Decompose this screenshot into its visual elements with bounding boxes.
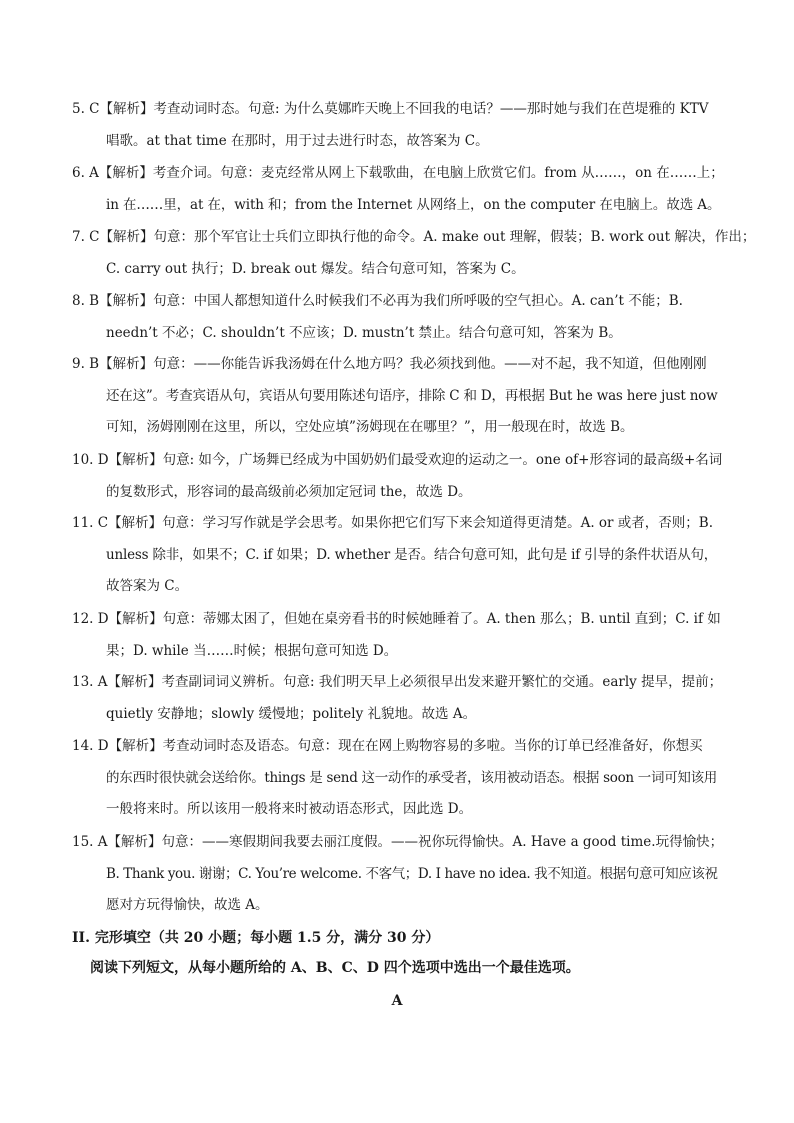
section-instruction: 阅读下列短文，从每小题所给的 A、B、C、D 四个选项中选出一个最佳选项。 <box>90 960 580 976</box>
answer-line: 10. D【解析】句意: 如今，广场舞已经成为中国奶奶们最受欢迎的运动之一。one of+形容词的最高级+名词 <box>72 452 723 468</box>
answer-14 <box>72 731 722 826</box>
answer-line: 果；D. while 当……时候；根据句意可知选 D。 <box>106 642 398 659</box>
answer-line: 13. A【解析】考查副词词义辨析。句意: 我们明天早上必须很早出发来避开繁忙的交通。early 提早，提前； <box>72 674 723 690</box>
answer-11 <box>72 508 722 603</box>
answer-line: 14. D【解析】考查动词时态及语态。句意：现在在网上购物容易的多啦。当你的订单已经准备好，你想买 <box>72 738 703 754</box>
answer-10 <box>72 445 722 508</box>
answer-line: 一般将来时。所以该用一般将来时被动语态形式，因此选 D。 <box>106 801 473 817</box>
answer-15 <box>72 827 722 922</box>
answer-7 <box>72 222 756 285</box>
answer-8 <box>72 286 722 349</box>
answer-line: in 在……里，at 在，with 和；from the Internet 从网络上，on the computer 在电脑上。故选 A。 <box>106 196 721 213</box>
answer-13 <box>72 667 722 730</box>
answer-line: 故答案为 C。 <box>106 578 189 594</box>
answer-line: 唱歌。at that time 在那时，用于过去进行时态，故答案为 C。 <box>106 132 489 149</box>
answer-line: 可知，汤姆刚刚在这里，所以，空处应填”汤姆现在在哪里？”，用一般现在时，故选 B。 <box>106 419 634 435</box>
answer-line: quietly 安静地；slowly 缓慢地；politely 礼貌地。故选 A。 <box>106 705 477 722</box>
answer-line: 5. C【解析】考查动词时态。句意: 为什么莫娜昨天晚上不回我的电话？——那时她与我们在芭堤雅的 KTV <box>72 101 709 117</box>
passage-label: A <box>391 993 403 1009</box>
answer-line: 9. B【解析】句意：——你能告诉我汤姆在什么地方吗？我必须找到他。——对不起，我不知道，但他刚刚 <box>72 356 707 372</box>
answer-9 <box>72 349 722 444</box>
answer-line: C. carry out 执行；D. break out 爆发。结合句意可知，答案为 C。 <box>106 260 525 277</box>
answer-line: 11. C【解析】句意：学习写作就是学会思考。如果你把它们写下来会知道得更清楚。A. or 或者，否则；B. <box>72 515 714 531</box>
answer-line: 还在这”。考查宾语从句，宾语从句要用陈述句语序，排除 C 和 D，再根据 But he was here just now <box>106 387 718 404</box>
answer-line: B. Thank you. 谢谢；C. You’re welcome. 不客气；D. I have no idea. 我不知道。根据句意可知应该祝 <box>106 865 718 882</box>
answer-line: 6. A【解析】考查介词。句意：麦克经常从网上下载歌曲，在电脑上欣赏它们。from 从……，on 在……上； <box>72 165 724 181</box>
answer-line: 愿对方玩得愉快，故选 A。 <box>106 897 269 913</box>
answer-line: needn’t 不必；C. shouldn’t 不应该；D. mustn’t 禁止。结合句意可知，答案为 B。 <box>106 324 622 341</box>
answer-line: 的东西时很快就会送给你。things 是 send 这一动作的承受者，该用被动语态。根据 soon 一词可知该用 <box>106 769 717 786</box>
answer-5 <box>72 94 722 157</box>
answer-12 <box>72 604 722 667</box>
answer-line: 15. A【解析】句意：——寒假期间我要去丽江度假。——祝你玩得愉快。A. Have a good time.玩得愉快； <box>72 834 724 850</box>
answer-line: unless 除非，如果不；C. if 如果；D. whether 是否。结合句意可知，此句是 if 引导的条件状语从句， <box>106 546 718 563</box>
answer-line: 7. C【解析】句意：那个军官让士兵们立即执行他的命令。A. make out 理解，假装；B. work out 解决，作出； <box>72 229 756 245</box>
answer-line: 12. D【解析】句意：蒂娜太困了，但她在桌旁看书的时候她睡着了。A. then 那么；B. until 直到；C. if 如 <box>72 611 721 627</box>
answer-6 <box>72 158 722 221</box>
answer-line: 的复数形式，形容词的最高级前必须加定冠词 the，故选 D。 <box>106 483 472 500</box>
answer-line: 8. B【解析】句意：中国人都想知道什么时候我们不必再为我们所呼吸的空气担心。A. can’t 不能；B. <box>72 293 683 309</box>
section-title: II. 完形填空（共 20 小题；每小题 1.5 分，满分 30 分） <box>72 930 440 946</box>
